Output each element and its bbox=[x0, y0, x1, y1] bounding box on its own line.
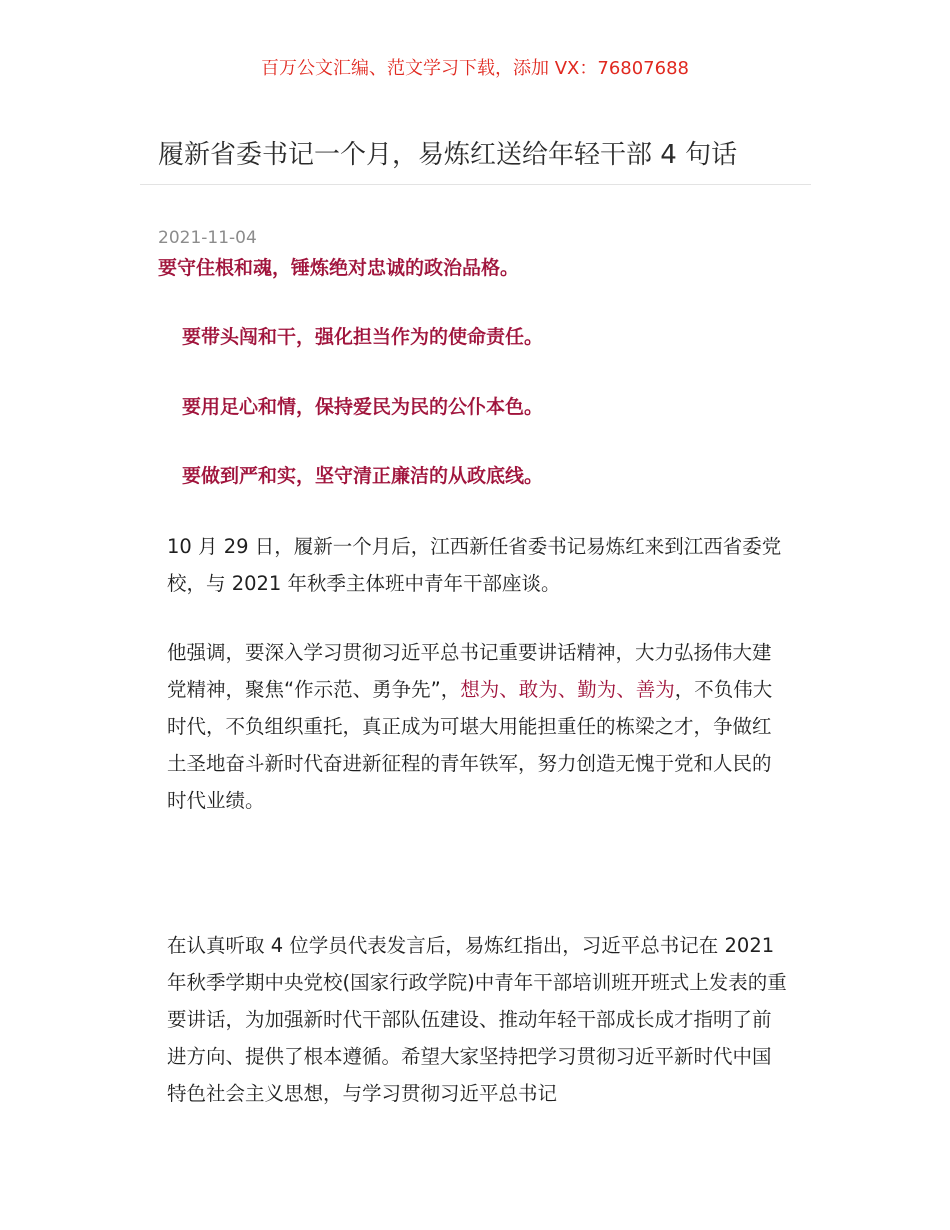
article-title: 履新省委书记一个月，易炼红送给年轻干部 4 句话 bbox=[158, 140, 738, 170]
key-point: 要守住根和魂，锤炼绝对忠诚的政治品格。 bbox=[158, 257, 520, 279]
key-point: 要做到严和实，坚守清正廉洁的从政底线。 bbox=[182, 465, 544, 487]
key-point: 要带头闯和干，强化担当作为的使命责任。 bbox=[182, 326, 544, 348]
paragraph-text: ，不负伟大时代，不负组织重托，真正成为可堪大用能担重任的栋梁之才，争做红土圣地奋斗新时代奋进新征程的青年铁军，努力创造无愧于党和人民的时代业绩。 bbox=[167, 678, 773, 812]
body-paragraph bbox=[167, 634, 787, 819]
paragraph-text: 他强调，要深入学习贯彻习近平总书记重要讲话精神，大力弘扬伟大建党精神，聚焦“作示范、勇争先”， bbox=[167, 641, 772, 701]
header-note: 百万公文汇编、范文学习下载，添加 VX：76807688 bbox=[261, 58, 689, 79]
body-paragraph: 10 月 29 日，履新一个月后，江西新任省委书记易炼红来到江西省委党校，与 2021 年秋季主体班中青年干部座谈。 bbox=[167, 535, 782, 595]
key-point: 要用足心和情，保持爱民为民的公仆本色。 bbox=[182, 396, 544, 418]
article-date: 2021-11-04 bbox=[158, 228, 257, 248]
body-paragraph: 在认真听取 4 位学员代表发言后，易炼红指出，习近平总书记在 2021 年秋季学期中央党校(国家行政学院)中青年干部培训班开班式上发表的重要讲话，为加强新时代干部队伍建设、推动年轻干部成长成才指明了前进方向、提供了根本遵循。希望大家坚持把学习贯彻习近平新时代中国特色社会主义思想，与学习贯彻习近平总书记 bbox=[167, 934, 787, 1105]
highlighted-phrase: 想为、敢为、勤为、善为 bbox=[460, 678, 675, 701]
title-divider bbox=[140, 184, 811, 185]
